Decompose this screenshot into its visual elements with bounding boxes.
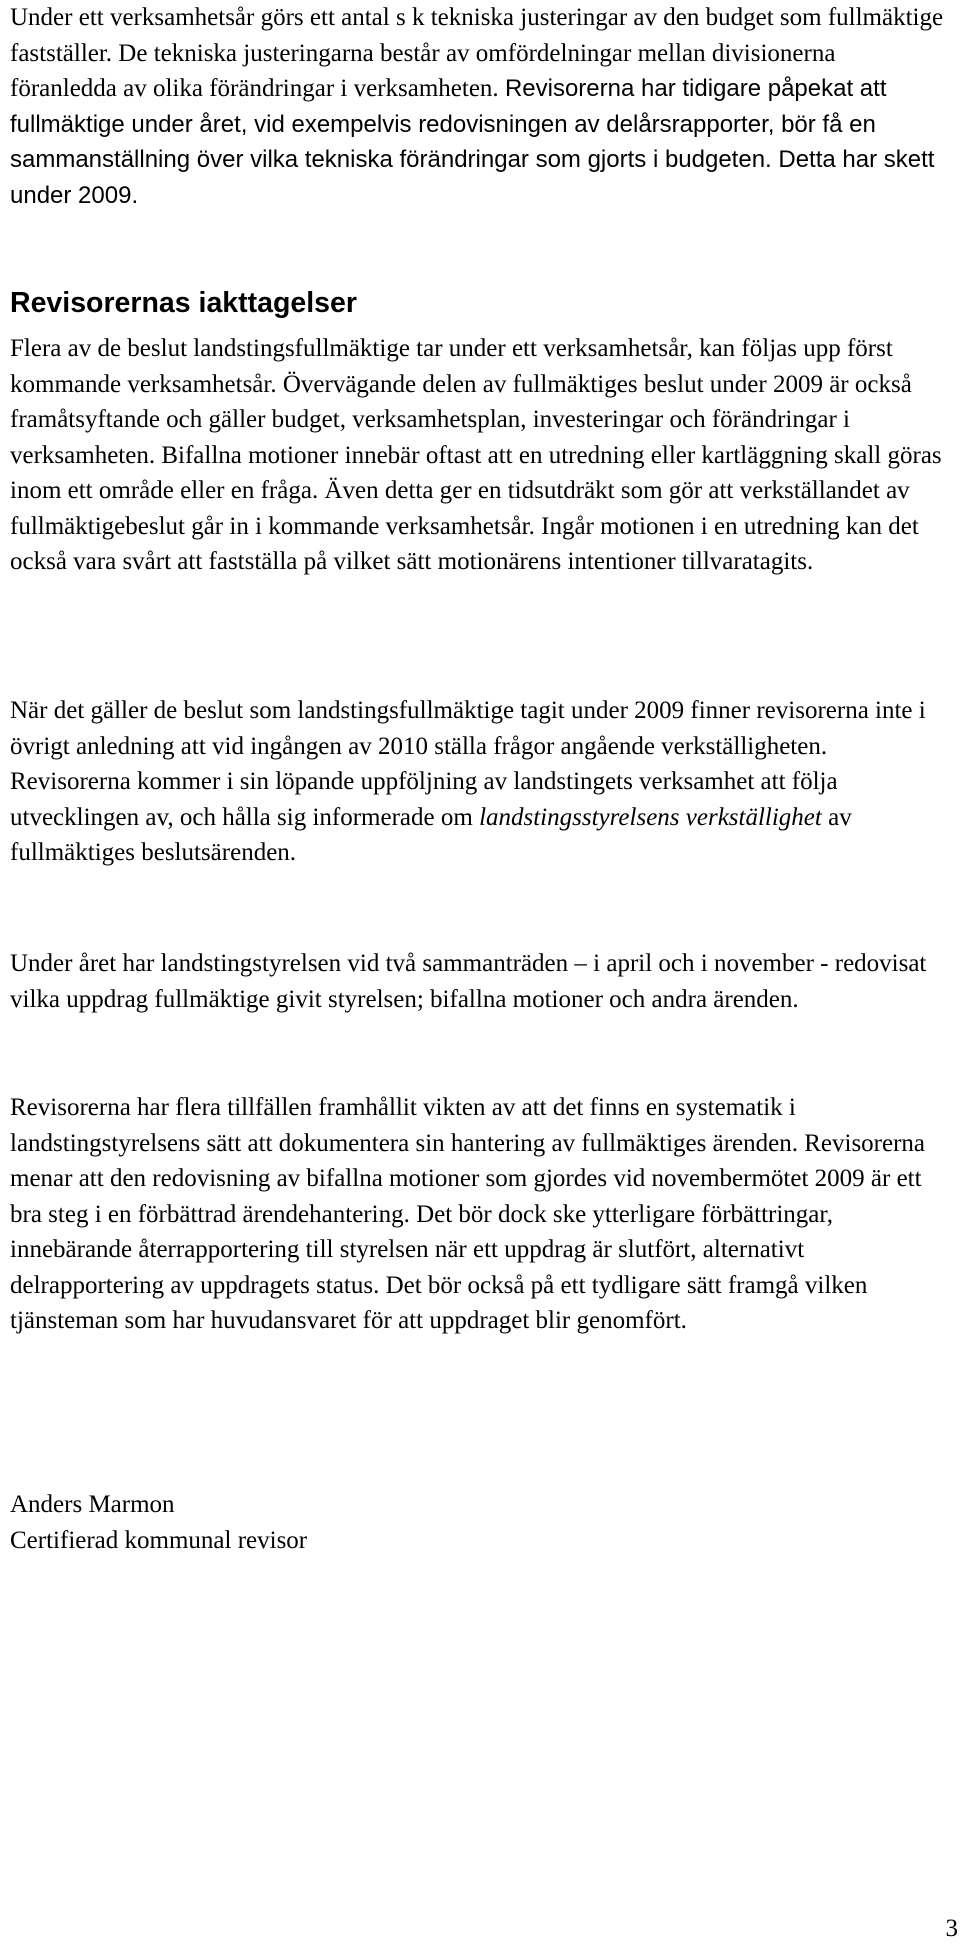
intro-paragraph bbox=[10, 0, 945, 213]
observation-paragraph-1: Flera av de beslut landstingsfullmäktige tar under ett verksamhetsår, kan följas upp först kommande verksamhetsår. Övervägande delen av fullmäktiges beslut under 2009 är också framåtsyftande och gäller budget, verksamhetsplan, investeringar och förändringar i verksamheten. Bifallna motioner innebär oftast att en utredning eller kartläggning skall göras inom ett område eller en fråga. Även detta ger en tidsutdräkt som gör att verkställandet av fullmäktigebeslut går in i kommande verksamhetsår. Ingår motionen i en utredning kan det också vara svårt att fastställa på vilket sätt motionärens intentioner tillvaratagits. bbox=[10, 335, 942, 575]
intro-text: Under ett verksamhetsår görs ett antal s k tekniska justeringar av den budget som fullmäktige fastställer. De tekniska justeringarna består av omfördelningar mellan divisionerna föranledda av olika förändringar i verksamheten. bbox=[10, 4, 944, 102]
p2-before: När det gäller de beslut som landstingsfullmäktige tagit under 2009 finner revisorerna inte i övrigt anledning att vid ingången av 2010 ställa frågor angående verkställigheten. Revisorerna kommer i sin löpande uppföljning av landstingets verksamhet att följa utvecklingen av, och hålla sig informerade om bbox=[10, 697, 926, 831]
signature-title: Certifierad kommunal revisor bbox=[10, 1526, 308, 1554]
page-number: 3 bbox=[945, 1915, 958, 1942]
signature-block bbox=[10, 1487, 945, 1558]
observation-paragraph-2 bbox=[10, 693, 945, 871]
observation-paragraph-4: Revisorerna har flera tillfällen framhållit vikten av att det finns en systematik i landstingstyrelsens sätt att dokumentera sin hantering av fullmäktiges ärenden. Revisorerna menar att den redovisning av bifallna motioner som gjordes vid novembermötet 2009 är ett bra steg i en förbättrad ärendehantering. Det bör dock ske ytterligare förbättringar, innebärande återrapportering till styrelsen när ett uppdrag är slutfört, alternativt delrapportering av uppdragets status. Det bör också på ett tydligare sätt framgå vilken tjänsteman som har huvudansvaret för att uppdraget blir genomfört. bbox=[10, 1094, 926, 1334]
section-heading: Revisorernas iakttagelser bbox=[10, 287, 357, 319]
observation-paragraph-3: Under året har landstingstyrelsen vid två sammanträden – i april och i november - redovisat vilka uppdrag fullmäktige givit styrelsen; bifallna motioner och andra ärenden. bbox=[10, 950, 927, 1013]
signature-name: Anders Marmon bbox=[10, 1491, 175, 1518]
p2-italic: landstingsstyrelsens verkställighet bbox=[479, 803, 822, 831]
p2-after: av fullmäktiges beslutsärenden. bbox=[10, 803, 852, 866]
intro-note: Revisorerna har tidigare påpekat att fullmäktige under året, vid exempelvis redovisningen av delårsrapporter, bör få en sammanställning över vilka tekniska förändringar som gjorts i budgeten. Detta har skett under 2009. bbox=[10, 75, 935, 209]
